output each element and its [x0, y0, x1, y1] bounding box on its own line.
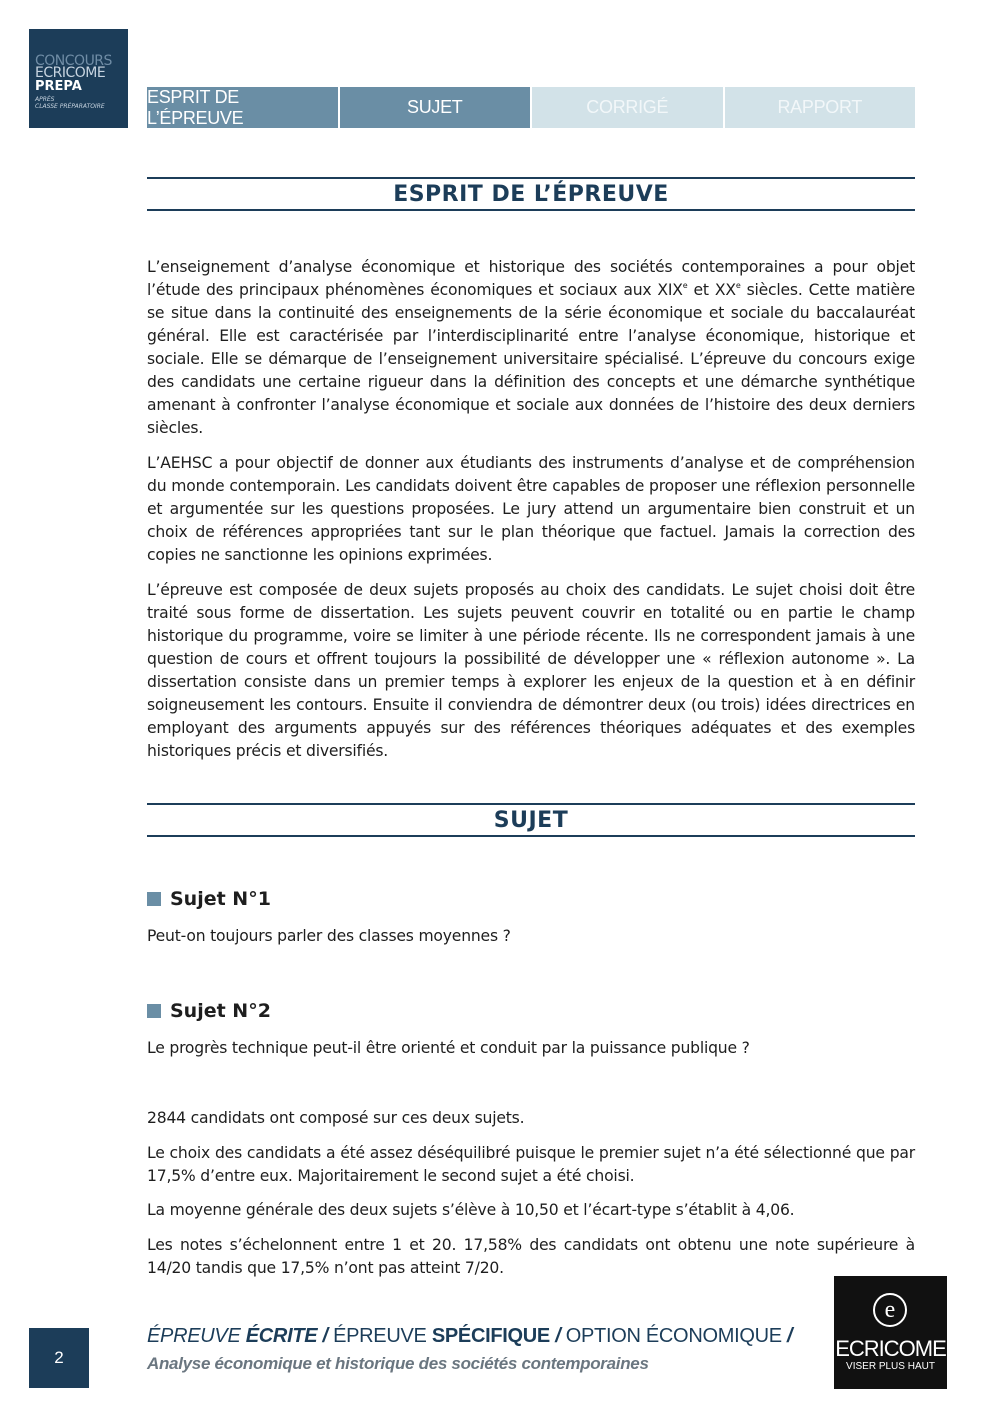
sujet-2-heading: Sujet N°2 [147, 1000, 271, 1022]
tab-esprit[interactable]: ESPRIT DE L’ÉPREUVE [147, 87, 338, 128]
ecricome-tagline: VISER PLUS HAUT [846, 1361, 935, 1372]
esprit-body [147, 256, 915, 775]
esprit-heading: ESPRIT DE L’ÉPREUVE [147, 177, 915, 211]
tab-rapport[interactable]: RAPPORT [725, 87, 916, 128]
sujet-heading: SUJET [147, 803, 915, 837]
stats-choice: Le choix des candidats a été assez déséquilibré puisque le premier sujet n’a été sélectionné que par 17,5% d’entre eux. Majoritairement le second sujet a été choisi. [147, 1144, 915, 1185]
footer-exam-type: ÉPREUVE ÉCRITE / ÉPREUVE SPÉCIFIQUE / OPTION ÉCONOMIQUE / [147, 1325, 793, 1347]
ecricome-mark-icon: e [873, 1293, 907, 1327]
sujet-1-question: Peut-on toujours parler des classes moyennes ? [147, 927, 511, 945]
logo-line-prepa: PREPA [35, 79, 82, 94]
logo-line-apres: APRÈS [35, 96, 55, 103]
stats-candidates: 2844 candidats ont composé sur ces deux sujets. [147, 1109, 525, 1127]
esprit-paragraph-3: L’épreuve est composée de deux sujets proposés au choix des candidats. Le sujet choisi doit être traité sous forme de dissertation. Les sujets peuvent couvrir en totalité ou en partie le champ historique du programme, voire se limiter à une période récente. Ils ne correspondent jamais à une question de cours et offrent toujours la possibilité de développer une « réflexion autonome ». La dissertation consiste dans un premier temps à explorer les enjeux de la question et à en définir soigneusement les contours. Ensuite il conviendra de démontrer deux (ou trois) idées directrices en employant des arguments appuyés sur des références théoriques adéquates et des exemples historiques précis et diversifiés. [147, 581, 915, 760]
page-number: 2 [29, 1328, 89, 1388]
square-bullet-icon [147, 892, 161, 906]
ecricome-name: ECRICOME [835, 1336, 946, 1361]
sujet-2-question: Le progrès technique peut-il être orienté et conduit par la puissance publique ? [147, 1039, 750, 1057]
stats-average: La moyenne générale des deux sujets s’élève à 10,50 et l’écart-type s’établit à 4,06. [147, 1201, 795, 1219]
square-bullet-icon [147, 1004, 161, 1018]
footer-subject-title: Analyse économique et historique des sociétés contemporaines [147, 1354, 649, 1373]
concours-logo [29, 29, 128, 128]
logo-line-concours: CONCOURS [35, 53, 112, 69]
section-tabs [147, 87, 915, 128]
sujet-1-heading: Sujet N°1 [147, 888, 271, 910]
tab-sujet[interactable]: SUJET [340, 87, 531, 128]
esprit-paragraph-1: L’enseignement d’analyse économique et historique des sociétés contemporaines a pour objet l’étude des principaux phénomènes économiques et sociaux aux XIXe et XXe siècles. Cette matière se situe dans la continuité des enseignements de la série économique et sociale du baccalauréat général. Elle est caractérisée par l’interdisciplinarité entre l’analyse économique, historique et sociale. Elle se démarque de l’enseignement universitaire spécialisé. L’épreuve du concours exige des candidats une certaine rigueur dans la définition des concepts et une démarche synthétique amenant à confronter l’analyse économique et sociale aux données de l’histoire des deux derniers siècles. [147, 258, 915, 437]
ecricome-logo [834, 1276, 947, 1389]
tab-corrige[interactable]: CORRIGÉ [532, 87, 723, 128]
stats-distribution: Les notes s’échelonnent entre 1 et 20. 17,58% des candidats ont obtenu une note supérieure à 14/20 tandis que 17,5% n’ont pas atteint 7/20. [147, 1236, 915, 1277]
esprit-paragraph-2: L’AEHSC a pour objectif de donner aux étudiants des instruments d’analyse et de compréhension du monde contemporain. Les candidats doivent être capables de proposer une réflexion personnelle et argumentée sur les questions proposées. Le jury attend un argumentaire bien construit et un choix de références appropriées tant sur le plan théorique que factuel. Jamais la correction des copies ne sanctionne les opinions exprimées. [147, 454, 915, 564]
logo-line-ecricome: ECRICOME [35, 65, 106, 81]
logo-line-classe: CLASSE PRÉPARATOIRE [35, 103, 105, 110]
